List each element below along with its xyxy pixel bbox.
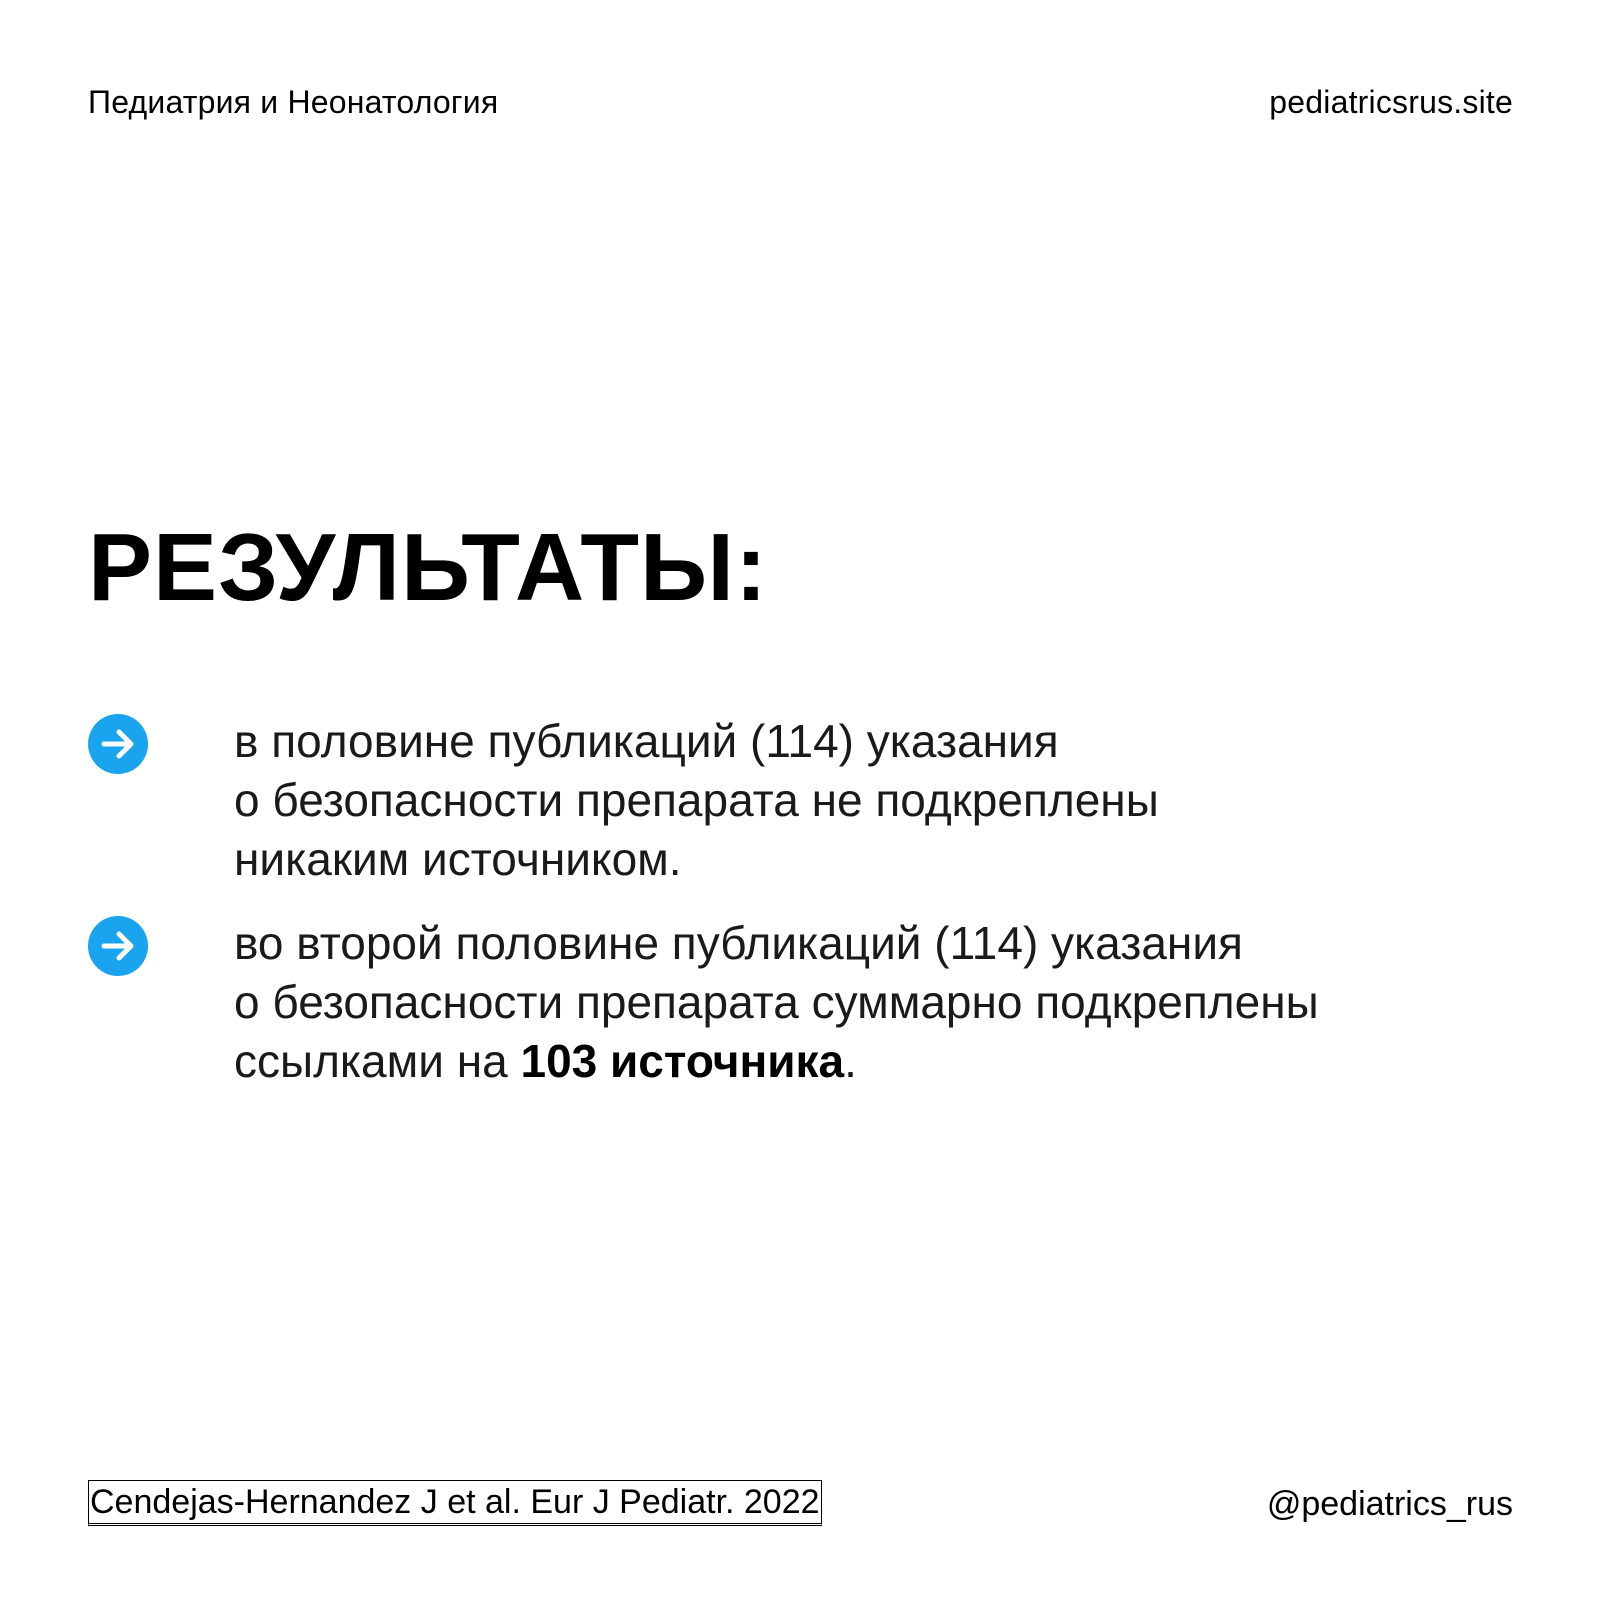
bullet-line-prefix: ссылками на bbox=[234, 1035, 521, 1087]
page-title: РЕЗУЛЬТАТЫ: bbox=[88, 514, 768, 621]
bullet-line: о безопасности препарата суммарно подкреплены bbox=[234, 976, 1319, 1028]
bullet-line: никаким источником. bbox=[234, 833, 682, 885]
bullet-line-last bbox=[234, 1032, 1514, 1091]
citation-link[interactable]: Cendejas-Hernandez J et al. Eur J Pediatr. 2022 bbox=[88, 1480, 822, 1526]
bullet-line-suffix: . bbox=[844, 1035, 857, 1087]
arrow-right-icon bbox=[88, 916, 148, 976]
bullet-text bbox=[234, 712, 1514, 889]
highlighted-count: 103 источника bbox=[520, 1035, 845, 1087]
brand-name: Педиатрия и Неонатология bbox=[88, 84, 499, 120]
site-url: pediatricsrus.site bbox=[1269, 84, 1513, 120]
bullet-line: о безопасности препарата не подкреплены bbox=[234, 774, 1159, 826]
social-handle: @pediatrics_rus bbox=[1266, 1485, 1513, 1523]
bullet-text bbox=[234, 914, 1514, 1091]
bullet-line: в половине публикаций (114) указания bbox=[234, 715, 1059, 767]
arrow-right-icon bbox=[88, 714, 148, 774]
bullet-line: во второй половине публикаций (114) указания bbox=[234, 917, 1243, 969]
